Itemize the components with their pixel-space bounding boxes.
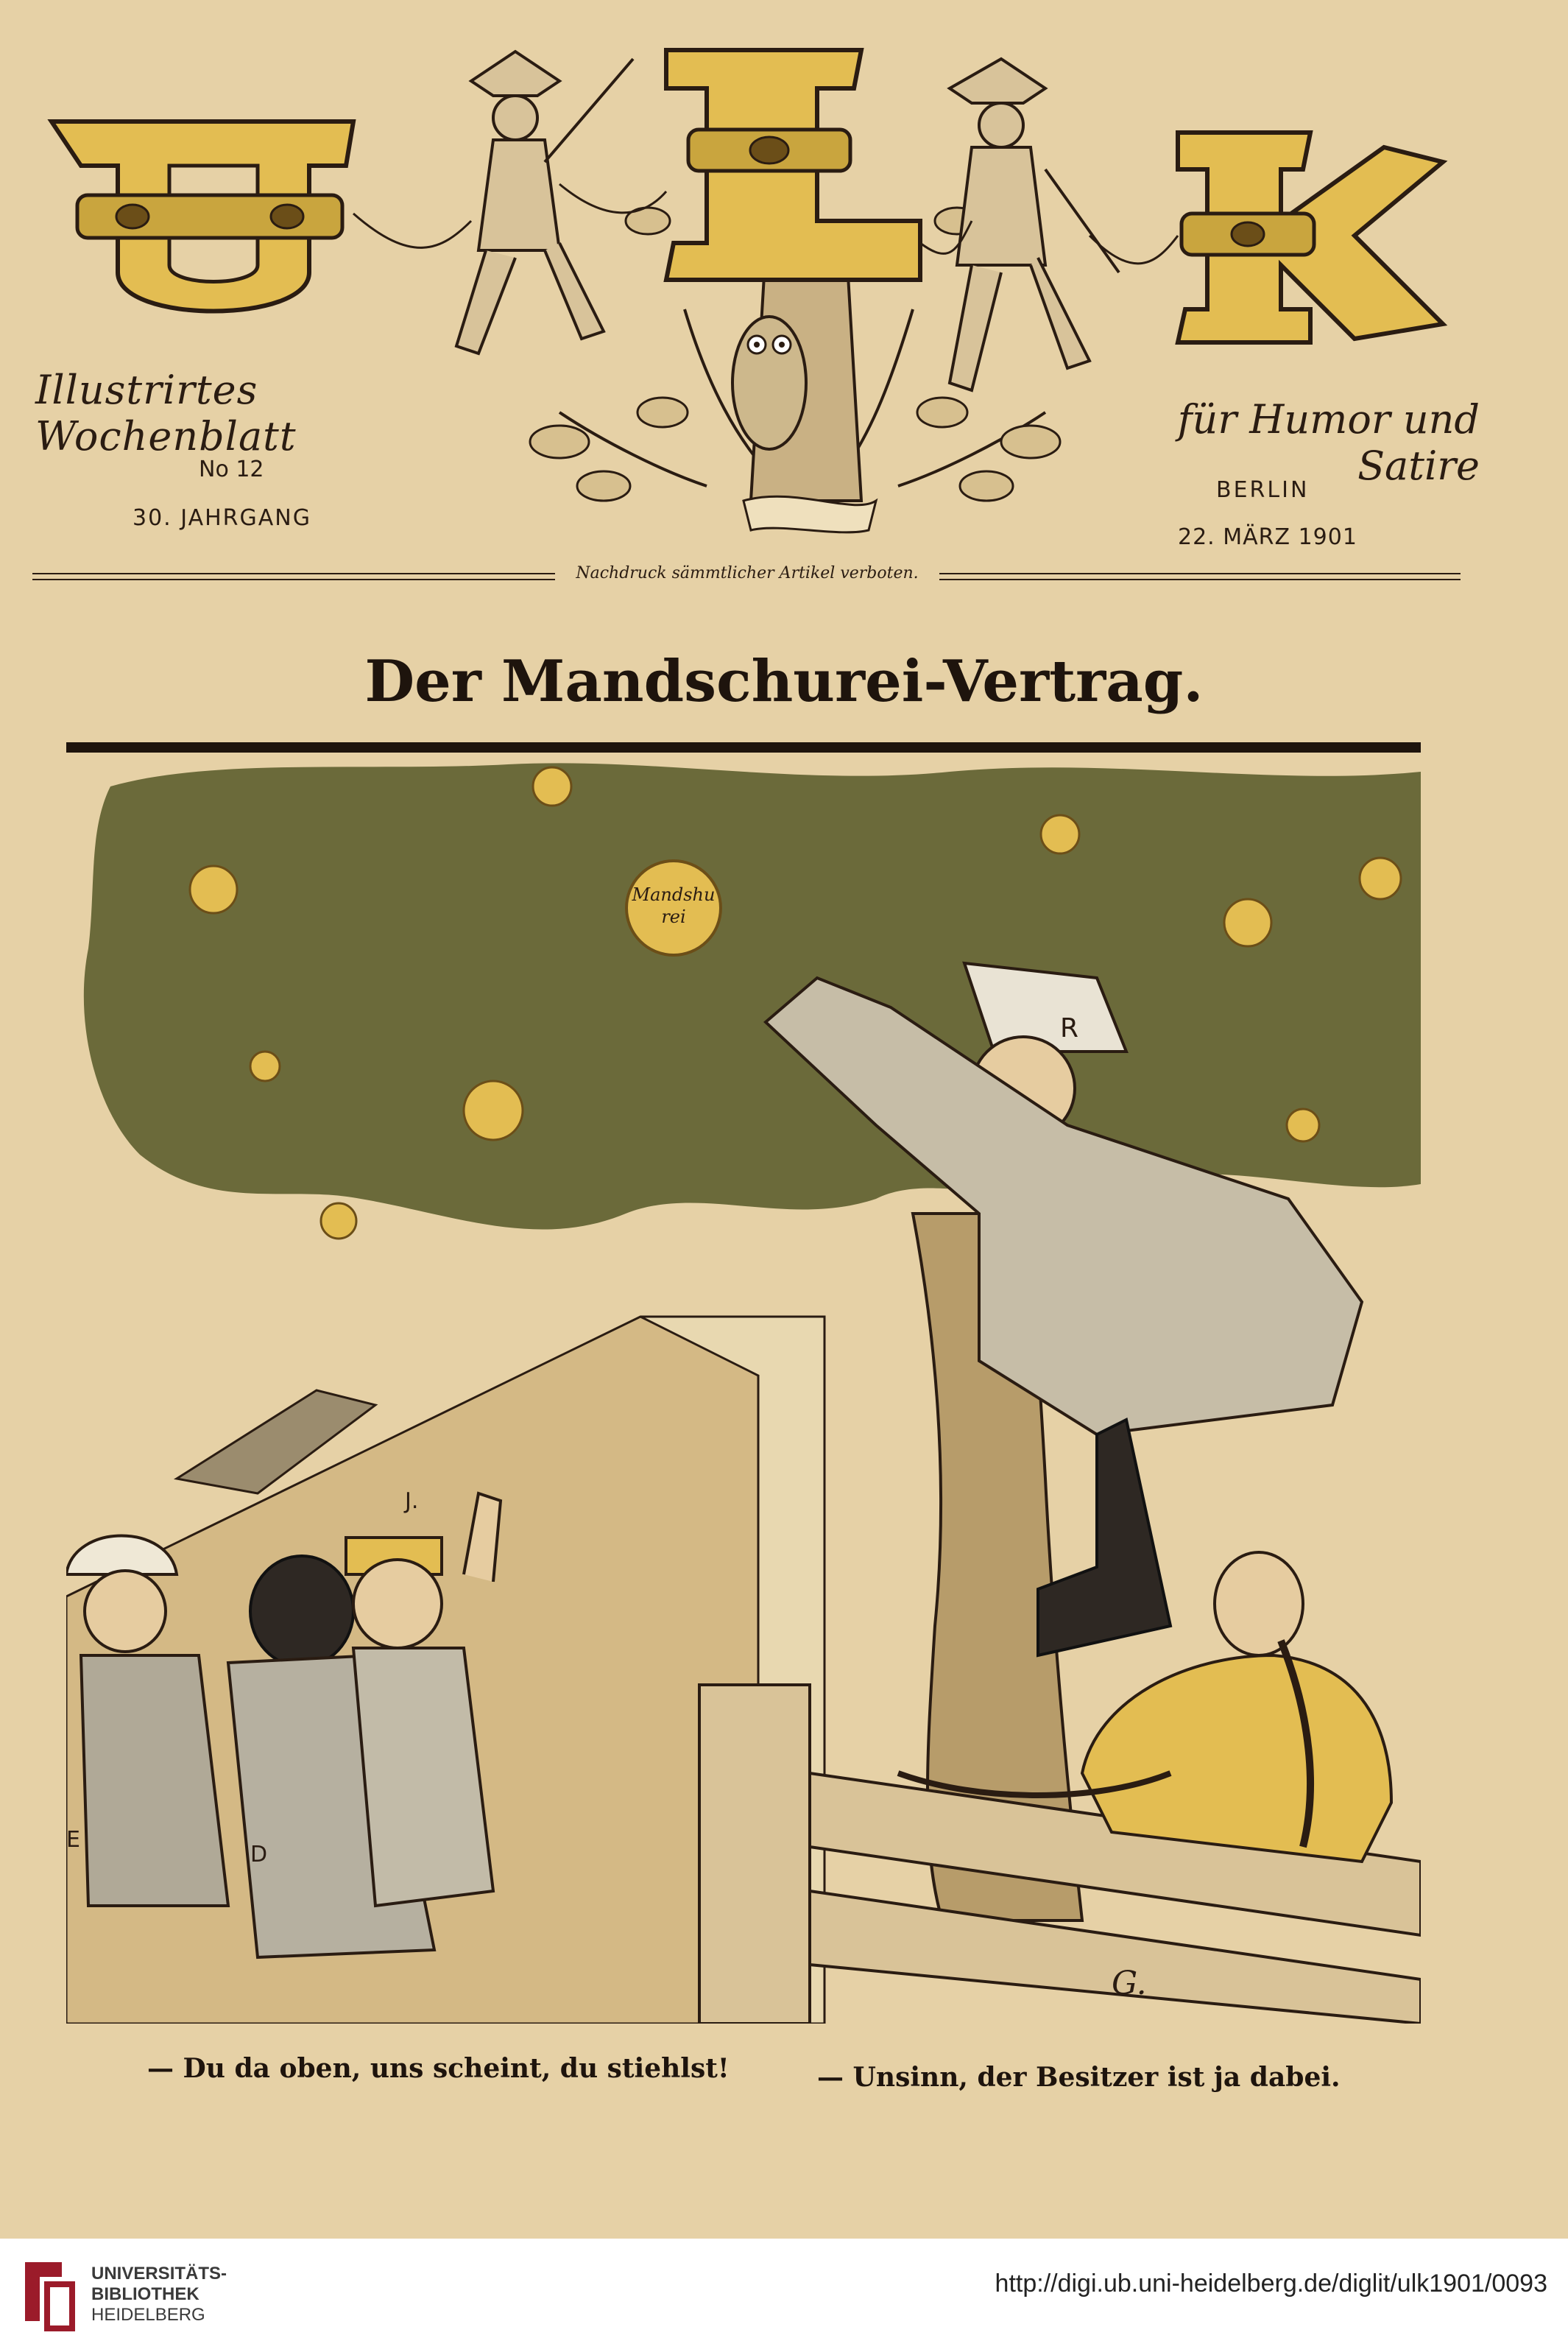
rule-left: [32, 573, 555, 580]
reprint-rule: [32, 564, 1461, 594]
caption-left: — Du da oben, uns scheint, du stiehlst!: [147, 2053, 730, 2084]
hat-letter: R: [1060, 1013, 1079, 1043]
cartoon-illustration: [66, 742, 1421, 2024]
onlooker-group: [66, 1488, 501, 1957]
masthead-letter-l: [666, 50, 920, 280]
library-name-line2: BIBLIOTHEK: [91, 2284, 199, 2304]
library-name-line3: HEIDELBERG: [91, 2305, 205, 2325]
figure-letter-e: E: [66, 1827, 80, 1853]
subtitle-right: für Humor und Satire: [1177, 396, 1480, 489]
volume-label: 30. JAHRGANG: [133, 505, 311, 531]
figure-letter-d: D: [250, 1842, 268, 1867]
artist-signature: G.: [1112, 1965, 1147, 2002]
masthead-letter-k: [1178, 133, 1443, 342]
library-logo-icon: [18, 2255, 80, 2336]
caption-right: — Unsinn, der Besitzer ist ja dabei.: [817, 2062, 1341, 2093]
issue-number: No 12: [199, 457, 264, 482]
library-footer: [0, 2239, 1568, 2352]
page-title: Der Mandschurei-Vertrag.: [364, 648, 1204, 715]
jester-right-illustration: [950, 59, 1119, 390]
library-name: [91, 2264, 227, 2325]
tree-foliage: [84, 763, 1421, 1229]
reprint-notice: Nachdruck sämmtlicher Artikel verboten.: [576, 564, 919, 582]
jester-left-illustration: [456, 52, 633, 353]
library-name-line1: UNIVERSITÄTS-: [91, 2264, 227, 2284]
fruit-label-line1: Mandshu: [632, 884, 716, 905]
city-label: BERLIN: [1216, 477, 1310, 503]
manchuria-fruit: [626, 861, 721, 955]
rule-right: [939, 573, 1461, 580]
owl-illustration: [732, 317, 806, 449]
source-url-link[interactable]: http://digi.ub.uni-heidelberg.de/diglit/ulk1901/0093: [995, 2270, 1547, 2298]
figure-letter-j: J.: [405, 1488, 419, 1514]
masthead-letter-u: [52, 122, 353, 311]
fruit-label-line2: rei: [661, 906, 686, 927]
masthead: [0, 0, 1568, 560]
subtitle-left: Illustrirtes Wochenblatt: [35, 367, 297, 460]
date-label: 22. MÄRZ 1901: [1178, 524, 1357, 550]
